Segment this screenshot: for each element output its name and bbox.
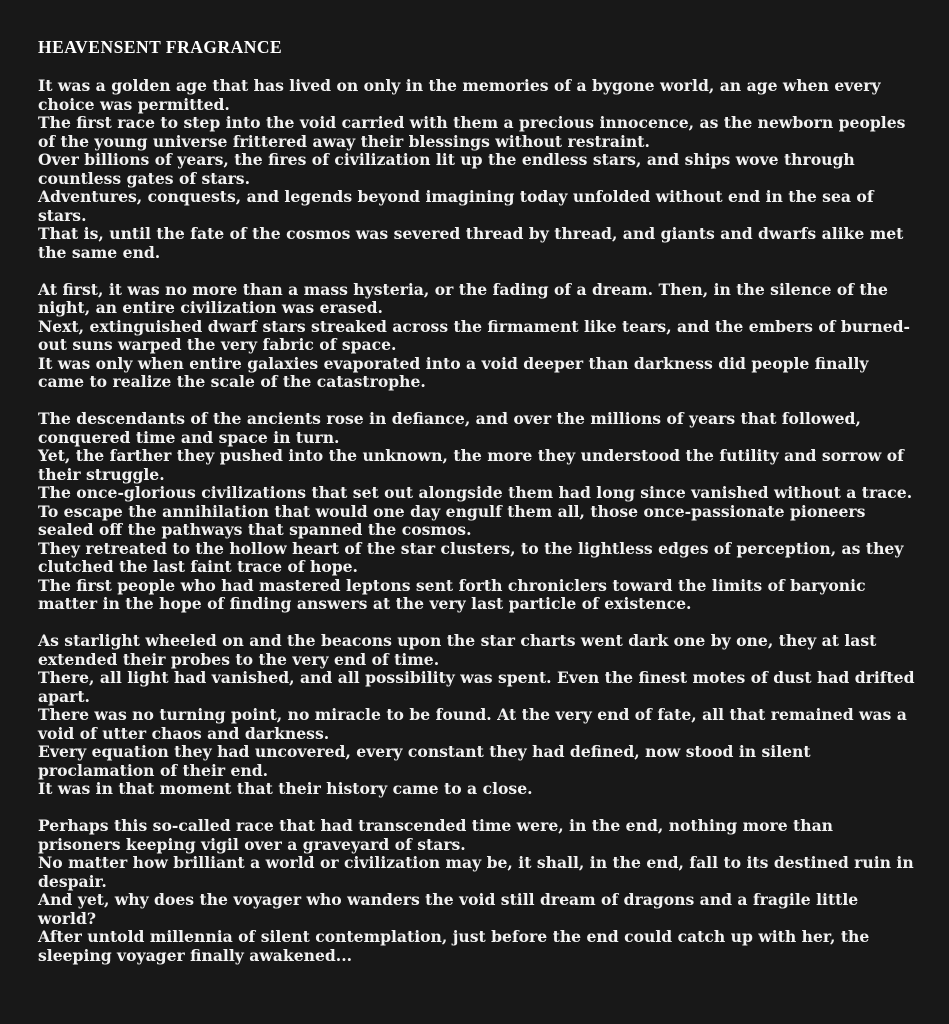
lore-line: That is, until the fate of the cosmos was severed thread by thread, and giants and dwarfs alike met the same end. — [38, 224, 904, 262]
lore-paragraph-3 — [38, 410, 918, 614]
lore-line: Every equation they had uncovered, every constant they had defined, now stood in silent proclamation of their end. — [38, 742, 811, 780]
lore-paragraph-1 — [38, 77, 918, 262]
lore-line: Over billions of years, the fires of civilization lit up the endless stars, and ships wove through countless gates of stars. — [38, 150, 855, 188]
lore-line: After untold millennia of silent contemplation, just before the end could catch up with her, the sleeping voyager finally awakened... — [38, 927, 870, 965]
lore-line: They retreated to the hollow heart of the star clusters, to the lightless edges of perception, as they clutched the last faint trace of hope. — [38, 538, 904, 576]
lore-line: The descendants of the ancients rose in defiance, and over the millions of years that followed, conquered time and space in turn. — [38, 409, 861, 447]
lore-line: There was no turning point, no miracle to be found. At the very end of fate, all that remained was a void of utter chaos and darkness. — [38, 705, 907, 743]
lore-line: Next, extinguished dwarf stars streaked across the firmament like tears, and the embers of burned-out suns warped the very fabric of space. — [38, 316, 911, 354]
lore-line: Adventures, conquests, and legends beyond imagining today unfolded without end in the sea of stars. — [38, 187, 874, 225]
lore-line: And yet, why does the voyager who wanders the void still dream of dragons and a fragile little world? — [38, 890, 859, 928]
lore-line: It was in that moment that their history came to a close. — [38, 779, 533, 798]
lore-body — [38, 77, 918, 965]
lore-line: The first people who had mastered leptons sent forth chroniclers toward the limits of baryonic matter in the hope of finding answers at the very last particle of existence. — [38, 575, 866, 613]
lore-panel — [38, 35, 918, 984]
lore-line: Perhaps this so-called race that had transcended time were, in the end, nothing more than prisoners keeping vigil over a graveyard of stars. — [38, 816, 834, 854]
lore-paragraph-2 — [38, 281, 918, 392]
lore-line: The once-glorious civilizations that set out alongside them had long since vanished without a trace. — [38, 483, 913, 502]
lore-paragraph-5 — [38, 817, 918, 965]
lore-line: No matter how brilliant a world or civilization may be, it shall, in the end, fall to its destined ruin in despair. — [38, 853, 914, 891]
lore-line: As starlight wheeled on and the beacons upon the star charts went dark one by one, they at last extended their probes to the very end of time. — [38, 631, 877, 669]
lore-paragraph-4 — [38, 632, 918, 799]
lore-title: HEAVENSENT FRAGRANCE — [38, 37, 283, 57]
lore-line: To escape the annihilation that would one day engulf them all, those once-passionate pioneers sealed off the pathways that spanned the cosmos. — [38, 501, 866, 539]
lore-line: There, all light had vanished, and all possibility was spent. Even the finest motes of dust had drifted apart. — [38, 668, 915, 706]
lore-line: At first, it was no more than a mass hysteria, or the fading of a dream. Then, in the silence of the night, an entire civilization was erased. — [38, 279, 888, 317]
lore-line: Yet, the farther they pushed into the unknown, the more they understood the futility and sorrow of their struggle. — [38, 446, 904, 484]
lore-line: The first race to step into the void carried with them a precious innocence, as the newborn peoples of the young universe frittered away their blessings without restraint. — [38, 113, 906, 151]
lore-line: It was a golden age that has lived on only in the memories of a bygone world, an age when every choice was permitted. — [38, 76, 881, 114]
lore-line: It was only when entire galaxies evaporated into a void deeper than darkness did people finally came to realize the scale of the catastrophe. — [38, 353, 869, 391]
